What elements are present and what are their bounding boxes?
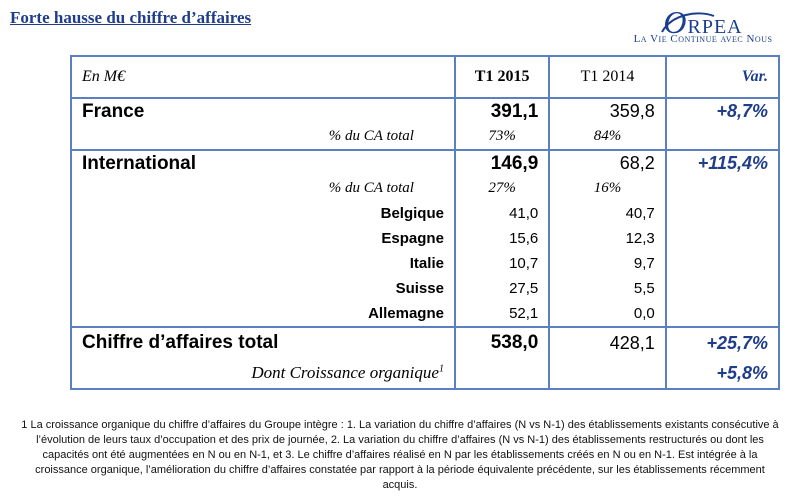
value-2014: 359,8 <box>549 98 666 124</box>
value-var: +8,7% <box>666 98 779 124</box>
organic-label-text: Dont Croissance organique <box>251 363 439 382</box>
value-2015: 27% <box>455 176 549 201</box>
logo-wordmark <box>618 4 788 41</box>
table-row-organic <box>71 358 779 389</box>
value-var: +5,8% <box>666 358 779 389</box>
value-var: +115,4% <box>666 150 779 176</box>
footnote: 1 La croissance organique du chiffre d’affaires du Groupe intègre : 1. La variation du chiffre d’affaires (N vs N-1) des établissements existants consécutive à l’évolution de leurs taux d’occupation et des prix de journée, 2. La variation du chiffre d’affaires (N vs N-1) des établissements restructurés ou dont les capacités ont été augmentées en N ou en N-1, et 3. Le chiffre d’affaires réalisé en N par les établissements créés en N ou en N-1. Est intégrée à la croissance organique, l’amélioration du chiffre d’affaires constatée par rapport à la période équivalente précédente, sur les établissements récemment acquis. <box>21 419 779 491</box>
value-var-empty <box>666 226 779 251</box>
logo-word-rest: RPEA <box>687 16 743 38</box>
table-row-france-share <box>71 124 779 150</box>
row-label: % du CA total <box>71 124 455 150</box>
country-label: Allemagne <box>71 301 455 327</box>
header-col-2015: T1 2015 <box>455 56 549 98</box>
value-var-empty <box>666 124 779 150</box>
value-2014: 16% <box>549 176 666 201</box>
value-var-empty <box>666 176 779 201</box>
value-2014: 68,2 <box>549 150 666 176</box>
orpea-logo <box>618 2 788 48</box>
revenue-table <box>70 55 780 390</box>
value-2015: 41,0 <box>455 201 549 226</box>
row-label: International <box>71 150 455 176</box>
row-label: France <box>71 98 455 124</box>
value-2014: 0,0 <box>549 301 666 327</box>
country-label: Suisse <box>71 276 455 301</box>
country-label: Espagne <box>71 226 455 251</box>
value-2015: 15,6 <box>455 226 549 251</box>
value-var-empty <box>666 251 779 276</box>
value-2015: 391,1 <box>455 98 549 124</box>
row-label <box>71 358 455 389</box>
page-title: Forte hausse du chiffre d’affaires <box>10 8 252 27</box>
value-2014: 84% <box>549 124 666 150</box>
logo-tagline: La Vie Continue avec Nous <box>633 33 773 45</box>
value-2014: 9,7 <box>549 251 666 276</box>
header-col-var: Var. <box>666 56 779 98</box>
value-2015-empty <box>455 358 549 389</box>
row-label: Chiffre d’affaires total <box>71 327 455 358</box>
value-2014: 428,1 <box>549 327 666 358</box>
value-2014: 5,5 <box>549 276 666 301</box>
value-2014: 40,7 <box>549 201 666 226</box>
value-var: +25,7% <box>666 327 779 358</box>
value-2015: 27,5 <box>455 276 549 301</box>
value-2014-empty <box>549 358 666 389</box>
country-label: Italie <box>71 251 455 276</box>
table-header-row <box>71 56 779 98</box>
value-2015: 73% <box>455 124 549 150</box>
value-var-empty <box>666 201 779 226</box>
value-2015: 538,0 <box>455 327 549 358</box>
value-var-empty <box>666 276 779 301</box>
table-row-international <box>71 150 779 176</box>
value-var-empty <box>666 301 779 327</box>
header-col-2014: T1 2014 <box>549 56 666 98</box>
row-label: % du CA total <box>71 176 455 201</box>
value-2014: 12,3 <box>549 226 666 251</box>
table-row-country <box>71 276 779 301</box>
value-2015: 52,1 <box>455 301 549 327</box>
value-2015: 146,9 <box>455 150 549 176</box>
table-row-country <box>71 251 779 276</box>
table-row-total <box>71 327 779 358</box>
header-unit-label: En M€ <box>71 56 455 98</box>
country-label: Belgique <box>71 201 455 226</box>
footnote-marker: 1 <box>438 363 444 375</box>
table-row-france <box>71 98 779 124</box>
value-2015: 10,7 <box>455 251 549 276</box>
logo-initial: O <box>663 4 688 40</box>
table-row-country <box>71 226 779 251</box>
table-row-international-share <box>71 176 779 201</box>
table-row-country <box>71 301 779 327</box>
table-row-country <box>71 201 779 226</box>
